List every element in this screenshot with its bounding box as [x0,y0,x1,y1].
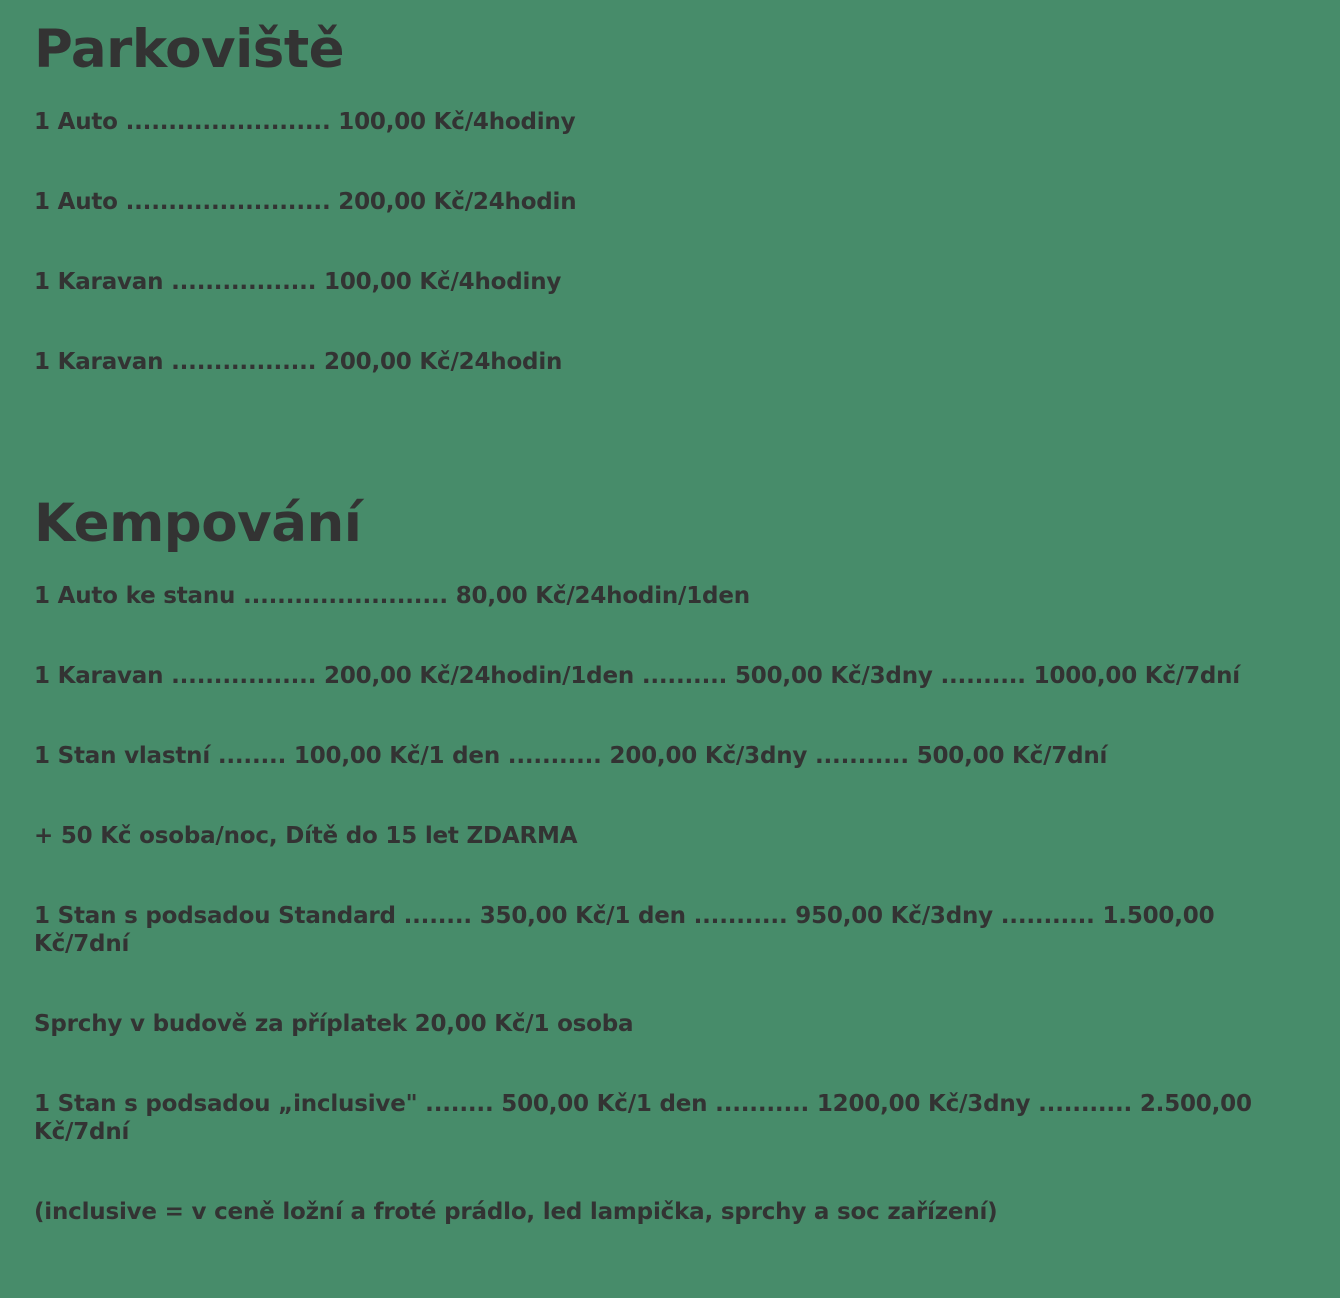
camping-price-line: 1 Stan s podsadou Standard ........ 350,00 Kč/1 den ........... 950,00 Kč/3dny ........... 1.500,00 Kč/7dní [34,903,1215,957]
camping-price-line: 1 Karavan ................. 200,00 Kč/24hodin/1den .......... 500,00 Kč/3dny .......... 1000,00 Kč/7dní [34,663,1240,689]
camping-price-line: 1 Stan s podsadou „inclusive" ........ 500,00 Kč/1 den ........... 1200,00 Kč/3dny ........... 2.500,00 Kč/7dní [34,1091,1252,1145]
parking-price-line: 1 Auto ........................ 200,00 Kč/24hodin [34,189,577,215]
parking-price-list [34,108,1314,376]
parking-price-line: 1 Auto ........................ 100,00 Kč/4hodiny [34,109,576,135]
parking-price-line: 1 Karavan ................. 100,00 Kč/4hodiny [34,269,562,295]
price-list [34,14,1314,1226]
camping-person-fee-line: + 50 Kč osoba/noc, Dítě do 15 let ZDARMA [34,823,578,849]
camping-heading: Kempování [34,493,362,554]
parking-heading: Parkoviště [34,19,345,80]
camping-price-list [34,582,1314,1226]
camping-inclusive-note: (inclusive = v ceně ložní a froté prádlo, led lampička, sprchy a soc zařízení) [34,1199,998,1225]
parking-price-line: 1 Karavan ................. 200,00 Kč/24hodin [34,349,563,375]
camping-price-line: 1 Auto ke stanu ........................ 80,00 Kč/24hodin/1den [34,583,750,609]
camping-shower-fee-line: Sprchy v budově za příplatek 20,00 Kč/1 osoba [34,1011,634,1037]
camping-price-line: 1 Stan vlastní ........ 100,00 Kč/1 den ........... 200,00 Kč/3dny ........... 500,00 Kč/7dní [34,743,1108,769]
